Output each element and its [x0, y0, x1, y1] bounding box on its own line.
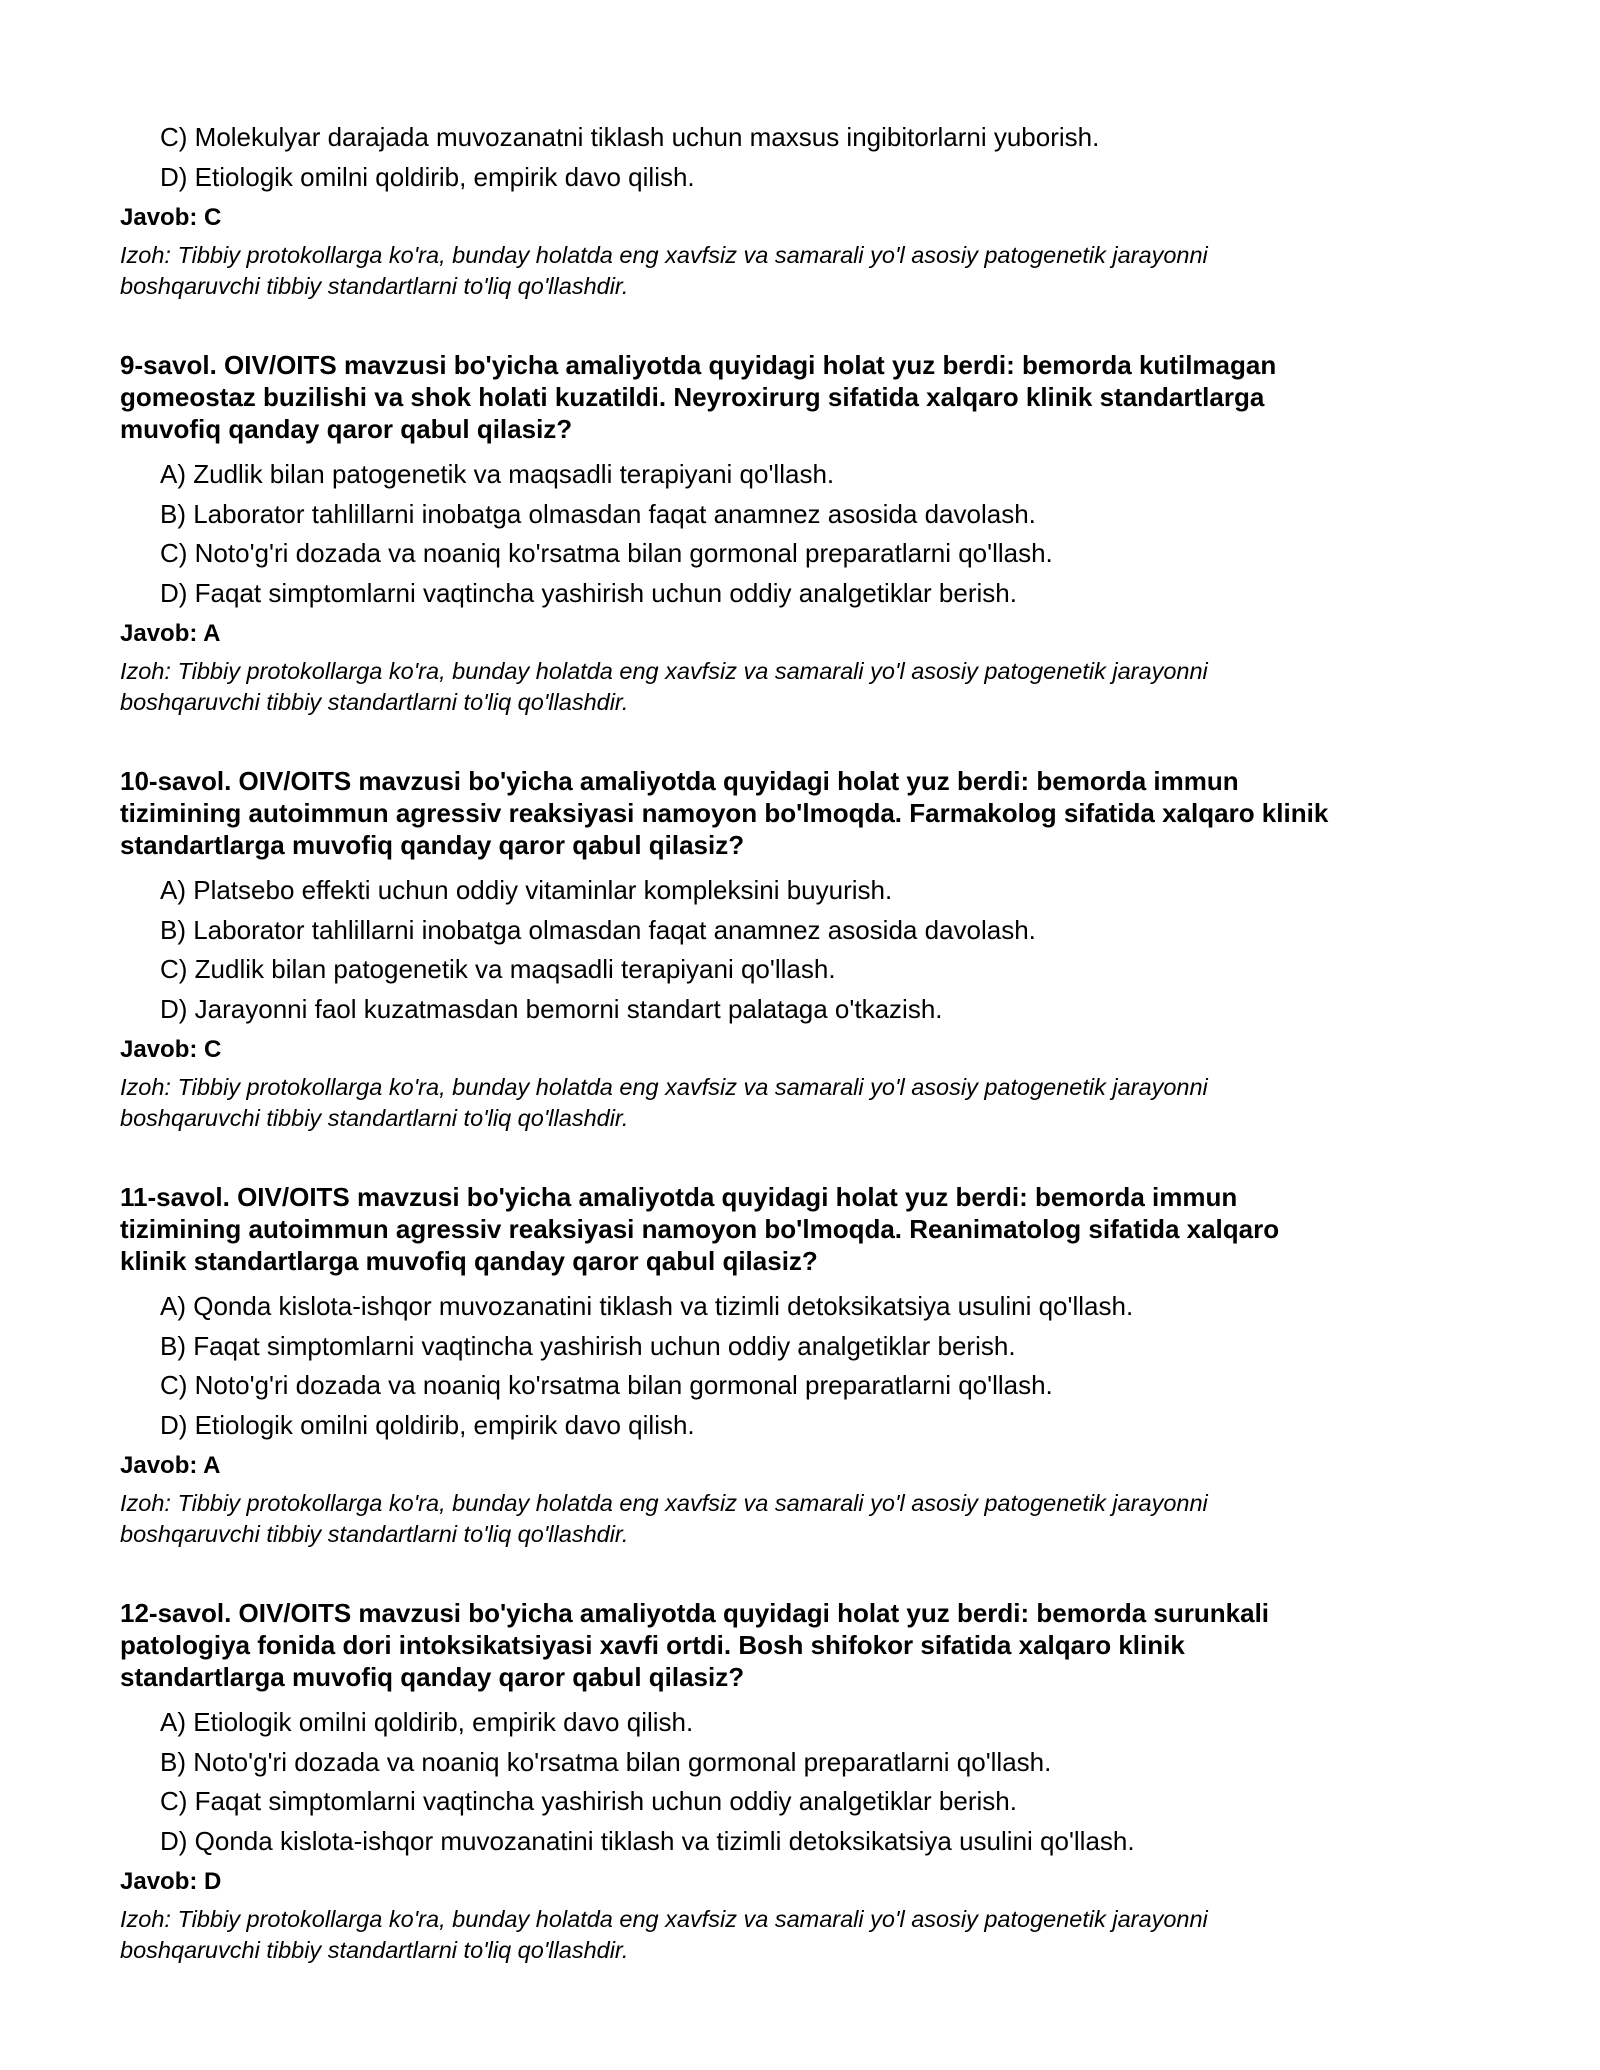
note-line: boshqaruvchi tibbiy standartlarni to'liq qo'llashdir. [120, 273, 629, 299]
option-c: C) Faqat simptomlarni vaqtincha yashirish uchun oddiy analgetiklar berish. [160, 1786, 1017, 1816]
note-line: boshqaruvchi tibbiy standartlarni to'liq qo'llashdir. [120, 1521, 629, 1547]
question-line: standartlarga muvofiq qanday qaror qabul qilasiz? [120, 1662, 745, 1692]
question-line: 10-savol. OIV/OITS mavzusi bo'yicha amaliyotda quyidagi holat yuz berdi: bemorda immun [120, 766, 1239, 796]
note-line: boshqaruvchi tibbiy standartlarni to'liq qo'llashdir. [120, 1105, 629, 1131]
note-line: boshqaruvchi tibbiy standartlarni to'liq qo'llashdir. [120, 1937, 629, 1963]
option-d: D) Jarayonni faol kuzatmasdan bemorni standart palataga o'tkazish. [160, 993, 943, 1024]
explanation-note [120, 240, 1480, 302]
option-d: D) Etiologik omilni qoldirib, empirik davo qilish. [160, 161, 695, 192]
question-line: klinik standartlarga muvofiq qanday qaror qabul qilasiz? [120, 1246, 818, 1276]
option-d: D) Qonda kislota-ishqor muvozanatini tiklash va tizimli detoksikatsiya usulini qo'llash. [160, 1825, 1135, 1856]
note-line: Izoh: Tibbiy protokollarga ko'ra, bunday holatda eng xavfsiz va samarali yo'l asosiy patogenetik jarayonni [120, 1490, 1208, 1516]
answer-label: Javob: D [120, 1868, 222, 1895]
option-b: B) Laborator tahlillarni inobatga olmasdan faqat anamnez asosida davolash. [160, 914, 1036, 945]
spacer [120, 302, 1480, 349]
question-title [120, 349, 1480, 445]
question-line: tizimining autoimmun agressiv reaksiyasi namoyon bo'lmoqda. Farmakolog sifatida xalqaro klinik [120, 798, 1329, 828]
question-10 [120, 765, 1480, 1134]
explanation-note [120, 1488, 1480, 1550]
question-line: 12-savol. OIV/OITS mavzusi bo'yicha amaliyotda quyidagi holat yuz berdi: bemorda surunkali [120, 1598, 1270, 1628]
option-list [120, 455, 1480, 613]
explanation-note [120, 1904, 1480, 1966]
question-title [120, 765, 1480, 861]
question-title [120, 1597, 1480, 1693]
option-d: D) Etiologik omilni qoldirib, empirik davo qilish. [160, 1409, 695, 1440]
option-c: C) Noto'g'ri dozada va noaniq ko'rsatma bilan gormonal preparatlarni qo'llash. [160, 538, 1053, 568]
answer-label: Javob: C [120, 204, 222, 231]
question-line: tizimining autoimmun agressiv reaksiyasi namoyon bo'lmoqda. Reanimatolog sifatida xalqaro [120, 1214, 1280, 1244]
note-line: Izoh: Tibbiy protokollarga ko'ra, bunday holatda eng xavfsiz va samarali yo'l asosiy patogenetik jarayonni [120, 242, 1208, 268]
option-list [120, 1287, 1480, 1445]
question-12 [120, 1597, 1480, 1966]
option-list [120, 871, 1480, 1029]
explanation-note [120, 1072, 1480, 1134]
question-line: 11-savol. OIV/OITS mavzusi bo'yicha amaliyotda quyidagi holat yuz berdi: bemorda immun [120, 1182, 1238, 1212]
question-line: 9-savol. OIV/OITS mavzusi bo'yicha amaliyotda quyidagi holat yuz berdi: bemorda kutilmagan [120, 350, 1277, 380]
option-b: B) Noto'g'ri dozada va noaniq ko'rsatma bilan gormonal preparatlarni qo'llash. [160, 1746, 1052, 1777]
spacer [120, 718, 1480, 765]
option-b: B) Faqat simptomlarni vaqtincha yashirish uchun oddiy analgetiklar berish. [160, 1330, 1016, 1361]
question-11 [120, 1181, 1480, 1550]
question-line: muvofiq qanday qaror qabul qilasiz? [120, 414, 573, 444]
option-a: A) Zudlik bilan patogenetik va maqsadli terapiyani qo'llash. [160, 459, 835, 489]
option-d: D) Faqat simptomlarni vaqtincha yashirish uchun oddiy analgetiklar berish. [160, 577, 1017, 608]
question-line: standartlarga muvofiq qanday qaror qabul qilasiz? [120, 830, 745, 860]
option-a: A) Qonda kislota-ishqor muvozanatini tiklash va tizimli detoksikatsiya usulini qo'llash. [160, 1291, 1134, 1321]
option-a: A) Platsebo effekti uchun oddiy vitaminlar kompleksini buyurish. [160, 875, 893, 905]
question-9 [120, 349, 1480, 718]
answer-label: Javob: A [120, 1452, 221, 1479]
option-c: C) Noto'g'ri dozada va noaniq ko'rsatma bilan gormonal preparatlarni qo'llash. [160, 1370, 1053, 1400]
option-b: B) Laborator tahlillarni inobatga olmasdan faqat anamnez asosida davolash. [160, 498, 1036, 529]
document-page [120, 118, 1480, 1966]
question-title [120, 1181, 1480, 1277]
option-c: C) Molekulyar darajada muvozanatni tiklash uchun maxsus ingibitorlarni yuborish. [160, 122, 1100, 152]
option-list [120, 118, 1480, 197]
question-line: patologiya fonida dori intoksikatsiyasi xavfi ortdi. Bosh shifokor sifatida xalqaro klinik [120, 1630, 1185, 1660]
note-line: Izoh: Tibbiy protokollarga ko'ra, bunday holatda eng xavfsiz va samarali yo'l asosiy patogenetik jarayonni [120, 658, 1208, 684]
option-a: A) Etiologik omilni qoldirib, empirik davo qilish. [160, 1707, 694, 1737]
option-list [120, 1703, 1480, 1861]
spacer [120, 1550, 1480, 1597]
spacer [120, 1134, 1480, 1181]
question-line: gomeostaz buzilishi va shok holati kuzatildi. Neyroxirurg sifatida xalqaro klinik standartlarga [120, 382, 1265, 412]
answer-label: Javob: A [120, 620, 221, 647]
note-line: Izoh: Tibbiy protokollarga ko'ra, bunday holatda eng xavfsiz va samarali yo'l asosiy patogenetik jarayonni [120, 1074, 1208, 1100]
question-8-continuation [120, 118, 1480, 302]
option-c: C) Zudlik bilan patogenetik va maqsadli terapiyani qo'llash. [160, 954, 836, 984]
note-line: Izoh: Tibbiy protokollarga ko'ra, bunday holatda eng xavfsiz va samarali yo'l asosiy patogenetik jarayonni [120, 1906, 1208, 1932]
answer-label: Javob: C [120, 1036, 222, 1063]
note-line: boshqaruvchi tibbiy standartlarni to'liq qo'llashdir. [120, 689, 629, 715]
explanation-note [120, 656, 1480, 718]
